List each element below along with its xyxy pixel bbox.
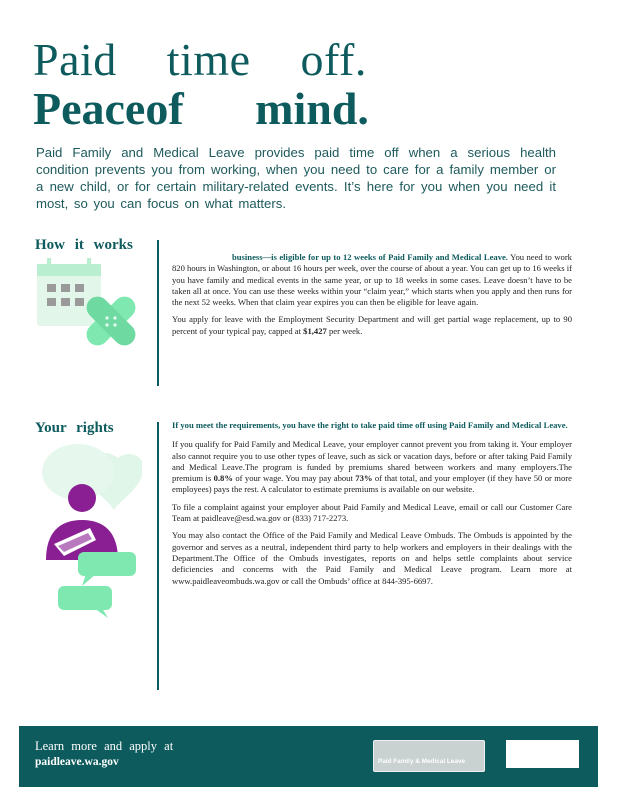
logo-text: Paid Family & Medical Leave — [378, 758, 466, 765]
paid-leave-logo — [373, 740, 485, 772]
employee-share: 73% — [355, 473, 373, 484]
weekly-cap-amount: $1,427 — [303, 325, 327, 336]
premium-rate: 0.8% — [213, 473, 233, 484]
how-it-works-p1: You need to work 820 hours in Washington, or about 16 hours per week, over the course of about a year. You can get up to 16 weeks if you have family and medical events in the same year, or up to 18 weeks in some cases. Leave doesn’t have to be taken all at once. You can use these weeks within your “claim year,” which starts when you apply and then runs for the next 52 weeks. When that claim year expires you can then be eligible for leave again. — [172, 252, 572, 308]
your-rights-heading: Your rights — [35, 420, 114, 436]
ombuds-paragraph: You may also contact the Office of the Paid Family and Medical Leave Ombuds. The Ombuds is appointed by the governor and serves as a neutral, independent third party to help workers and employers in their dealings with the Department.The Office of the Ombuds investigates, reports on and helps settle complaints about service deficiencies and concerns with the Paid Family and Medical Leave program. Learn more at www.paidleaveombuds.wa.gov or call the Ombuds’ office at 844-395-6697. — [172, 530, 572, 586]
your-rights-p1c: of that total, and your employer (if they have 50 or more employees) pays the rest. A calculator to estimate premiums is available on our website. — [172, 473, 572, 495]
how-it-works-body — [172, 252, 572, 343]
footer-cta: Learn more and apply at — [35, 739, 174, 753]
how-it-works-p2-tail: per week. — [328, 325, 363, 336]
injured-person-chat-icon — [30, 440, 142, 620]
how-it-works-divider — [157, 240, 159, 386]
intro-paragraph: Paid Family and Medical Leave provides paid time off when a serious health condition prevents you from working, when you need to care for a family member or a new child, or for certain military-related events. It’s here for you when you need it most, so you can focus on what matters. — [36, 145, 556, 211]
how-it-works-heading: How it works — [35, 237, 133, 253]
footer-url-link[interactable]: paidleave.wa.gov — [35, 756, 119, 768]
how-it-works-p2: You apply for leave with the Employment Security Department and will get partial wage replacement, up to 90 percent of your typical pay, capped at — [172, 314, 572, 336]
your-rights-body — [172, 420, 572, 593]
headline-line1: Paid time off. — [33, 34, 367, 85]
how-it-works-lead: business—is eligible for up to 12 weeks of Paid Family and Medical Leave. — [232, 252, 508, 262]
your-rights-lead: If you meet the requirements, you have the right to take paid time off using Paid Family and Medical Leave. — [172, 420, 568, 430]
your-rights-p1b: of your wage. You may pay about — [235, 473, 353, 484]
partner-logo-placeholder — [506, 740, 579, 768]
calendar-bandage-icon — [33, 258, 143, 358]
your-rights-p1a: If you qualify for Paid Family and Medical Leave, your employer cannot prevent you from taking it. Your employer also cannot require you to use other types of leave, such as sick or vacation days, before or after taking Paid Family and Medical Leave.The program is funded by premiums shared between workers and many employers.The premium is — [172, 439, 572, 484]
footer-banner — [19, 726, 598, 787]
headline-line2: Peaceof mind. — [33, 83, 369, 134]
your-rights-divider — [157, 422, 159, 690]
complaint-paragraph: To file a complaint against your employer about Paid Family and Medical Leave, email or call our Customer Care Team at paidleave@esd.wa.gov or (833) 717-2273. — [172, 501, 572, 524]
